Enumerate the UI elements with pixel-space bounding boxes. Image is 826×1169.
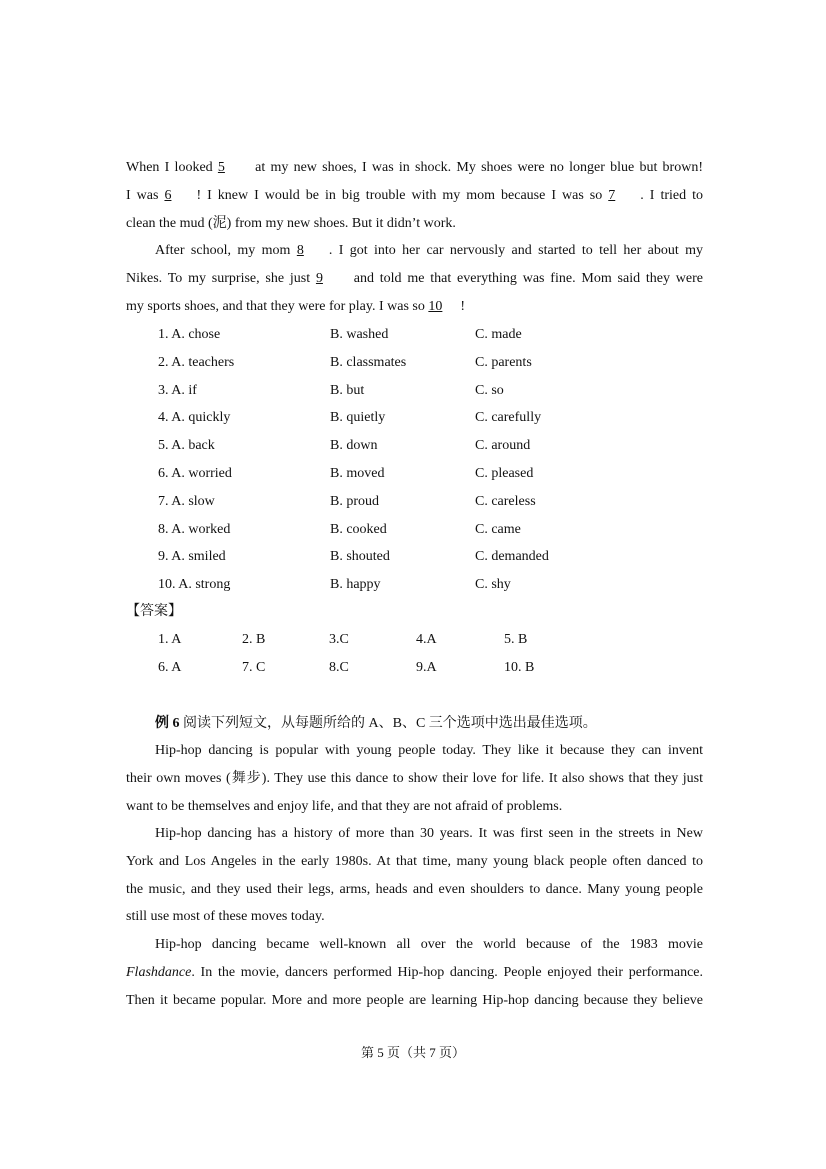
- text-line: When I looked 5 at my new shoes, I was in shock. My shoes were no longer blue but brown!: [126, 154, 703, 182]
- blank-8: 8: [296, 243, 304, 258]
- text-line: the music, and they used their legs, arms, heads and even shoulders to dance. Many young people: [126, 881, 703, 897]
- passage-paragraph-1: [126, 154, 703, 237]
- passage-paragraph-3: [126, 737, 703, 820]
- text-line: Flashdance. In the movie, dancers performed Hip-hop dancing. People enjoyed their performance.: [126, 964, 703, 980]
- text-line: Then it became popular. More and more people are learning Hip-hop dancing because they believe: [126, 992, 703, 1008]
- example-label: 例 6: [155, 716, 180, 731]
- blank-7: 7: [608, 187, 616, 203]
- page-footer: 第 5 页（共 7 页）: [360, 1045, 465, 1060]
- text-line: After school, my mom 8 . I got into her car nervously and started to tell her about my: [126, 237, 703, 265]
- passage-paragraph-4: [126, 820, 703, 931]
- text-line: clean the mud (泥) from my new shoes. But it didn’t work.: [126, 215, 456, 231]
- answer-row: 6. A 7. C 8.C 9.A 10. B: [158, 660, 535, 675]
- blank-5: 5: [217, 160, 225, 175]
- instruction-text: 阅读下列短文，从每题所给的 A、B、C 三个选项中选出最佳选项。: [183, 716, 597, 731]
- text-line: I was 6 ! I knew I would be in big trouble with my mom because I was so 7 . I tried to: [126, 182, 703, 210]
- answer-heading: 【答案】: [126, 604, 182, 619]
- text-line: their own moves (舞步). They use this dance to show their love for life. It also shows that they just: [126, 770, 703, 786]
- document-page: When I looked 5 at my new shoes, I was in shock. My shoes were no longer blue but brown! I was 6 ! I knew I would be in big trouble with my mom because I was so 7 . I tried to clean the mud (泥) from my new shoes. But it didn’t work. After school, my mom 8 . I got into her car nervously and started to tell her about my Nikes. To my surprise, she just 9 and told me that everything was fine. Mom said they were my sports shoes, and that they were for play. I was so 10 ! 1. A. chose B. washed C. made 2. A. teachers B. classmates C. parents 3. A. if B. but C. so 4. A. quickly B. quietly C. carefully 5. A. back B. down C. around 6. A. worried B. moved C. pleased 7. A. slow B. proud C. careless 8. A. worked B. cooked C. came 9. A. smiled B. shouted C. demanded 10. A. strong B. happy C. shy 【答案】 1. A 2. B 3.C 4.A 5. B 6. A 7. C 8.C 9.A 10. B 例 6 阅读下列短文，从每题所给的 A、B、C 三个选项中选出最佳选项。 Hip-hop dancing is popular with young people today. They like it because they can invent their own moves (舞步). They use this dance to show their love for life. It also shows that they just want to be themselves and enjoy life, and that they are not afraid of problems. Hip-hop dancing has a history of more than 30 years. It was first seen in the streets in New York and Los Angeles in the early 1980s. At that time, many young black people often danced to the music, and they used their legs, arms, heads and even shoulders to dance. Many young people still use most of these moves today. Hip-hop dancing became well-known all over the world because of the 1983 movie Flashdance. In the movie, dancers performed Hip-hop dancing. People enjoyed their performance. Then it became popular. More and more people are learning Hip-hop dancing because they believe 第 5 页（共 7 页）: [0, 0, 826, 1169]
- answer-row: 1. A 2. B 3.C 4.A 5. B: [158, 632, 528, 647]
- movie-title: Flashdance: [126, 964, 192, 980]
- text-line: still use most of these moves today.: [126, 909, 325, 925]
- text-line: York and Los Angeles in the early 1980s. At that time, many young black people often danced to: [126, 853, 703, 869]
- blank-10: 10: [428, 298, 443, 314]
- text-line: Nikes. To my surprise, she just 9 and told me that everything was fine. Mom said they were: [126, 265, 703, 293]
- text-line: Hip-hop dancing has a history of more than 30 years. It was first seen in the streets in New: [155, 826, 703, 841]
- passage-paragraph-5: [126, 931, 703, 1014]
- example-instruction: [155, 710, 597, 738]
- blank-6: 6: [164, 187, 172, 203]
- text-line: Hip-hop dancing became well-known all over the world because of the 1983 movie: [155, 937, 703, 952]
- text-line: Hip-hop dancing is popular with young people today. They like it because they can invent: [155, 743, 703, 758]
- text-line: my sports shoes, and that they were for play. I was so 10 !: [126, 293, 703, 321]
- text-line: want to be themselves and enjoy life, and that they are not afraid of problems.: [126, 798, 563, 814]
- blank-9: 9: [315, 270, 323, 286]
- passage-paragraph-2: [126, 237, 703, 320]
